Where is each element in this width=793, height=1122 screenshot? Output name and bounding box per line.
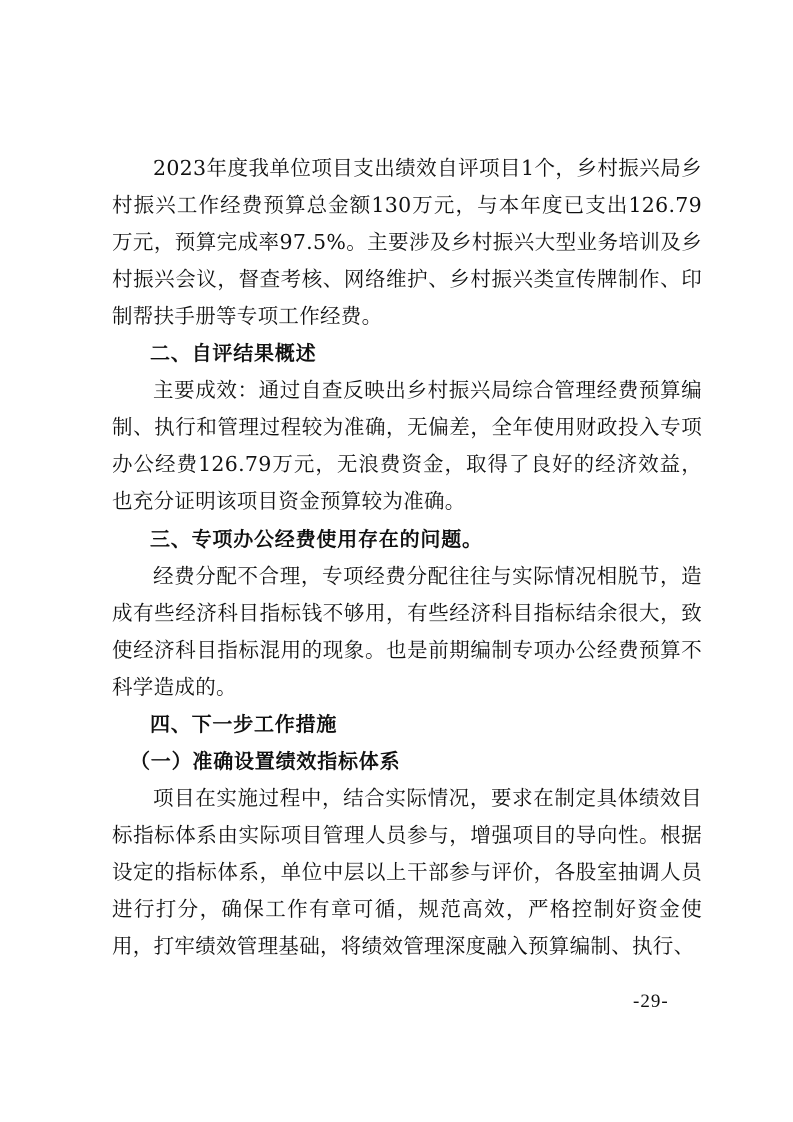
- problems-paragraph: 经费分配不合理，专项经费分配往往与实际情况相脱节，造成有些经济科目指标钱不够用，有些经济科目指标结余很大，致使经济科目指标混用的现象。也是前期编制专项办公经费预算不科学造成的。: [112, 564, 702, 699]
- subsection-heading-indicator-system: （一）准确设置绩效指标体系: [130, 749, 401, 773]
- section-heading-problems: 三、专项办公经费使用存在的问题。: [150, 527, 483, 551]
- results-paragraph: 主要成效：通过自查反映出乡村振兴局综合管理经费预算编制、执行和管理过程较为准确，无偏差，全年使用财政投入专项办公经费126.79万元，无浪费资金，取得了良好的经济效益，也充分证明该项目资金预算较为准确。: [112, 378, 702, 513]
- page-number: -29-: [633, 991, 669, 1012]
- section-heading-self-evaluation: 二、自评结果概述: [150, 341, 317, 365]
- measures-paragraph: 项目在实施过程中，结合实际情况，要求在制定具体绩效目标指标体系由实际项目管理人员参与，增强项目的导向性。根据设定的指标体系，单位中层以上干部参与评价，各股室抽调人员进行打分，确保工作有章可循，规范高效，严格控制好资金使用，打牢绩效管理基础，将绩效管理深度融入预算编制、执行、: [112, 786, 702, 958]
- section-heading-next-steps: 四、下一步工作措施: [150, 712, 338, 736]
- intro-paragraph: 2023年度我单位项目支出绩效自评项目1个，乡村振兴局乡村振兴工作经费预算总金额130万元，与本年度已支出126.79万元，预算完成率97.5%。主要涉及乡村振兴大型业务培训及乡村振兴会议，督查考核、网络维护、乡村振兴类宣传牌制作、印制帮扶手册等专项工作经费。: [112, 156, 702, 328]
